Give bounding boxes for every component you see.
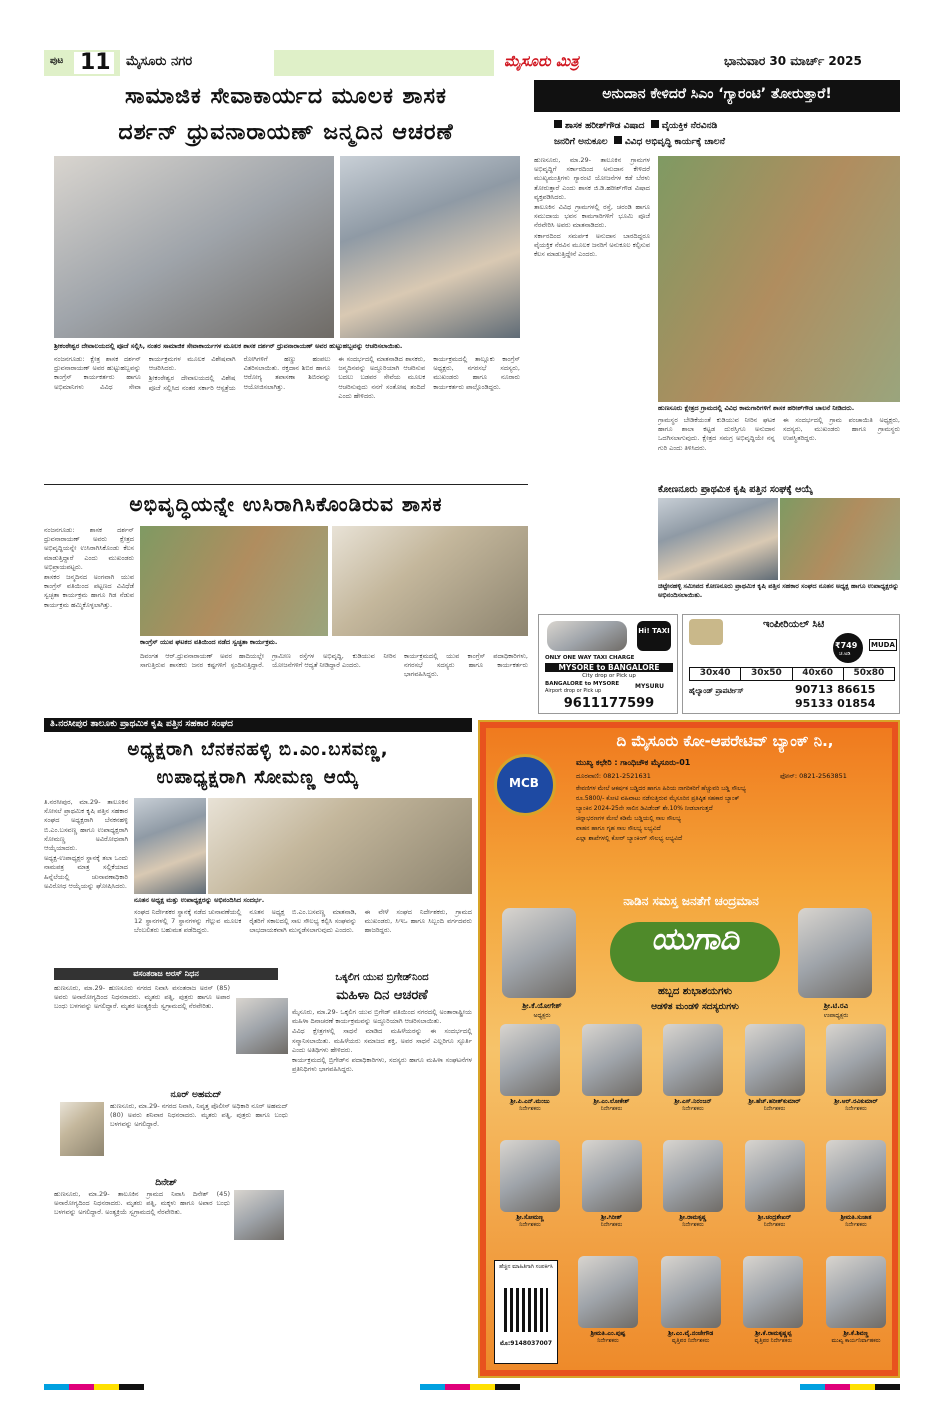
- board-member: [574, 1140, 650, 1250]
- bank-name: ದಿ ಮೈಸೂರು ಕೋ-ಆಪರೇಟಿವ್ ಬ್ಯಾಂಕ್ ನಿ.,: [616, 732, 834, 750]
- story6-body: [292, 1008, 472, 1348]
- bullet-text: ಶಾಸಕ ಹರೀಶ್‌ಗೌಡ ವಿಷಾದ: [565, 121, 645, 131]
- member-photo: [745, 1024, 805, 1096]
- registration-strip-left: [44, 1384, 144, 1390]
- president-name: ಶ್ರೀ.ಕೆ.ಯೋಗೇಶ್: [522, 1002, 562, 1010]
- masthead-logo: ಮೈಸೂರು ಮಿತ್ರ: [504, 52, 579, 70]
- board-member: [574, 1024, 650, 1134]
- bank-phone: ದೂರವಾಣಿ: 0821-2521631: [576, 772, 651, 780]
- story5-headline-1: ಅಧ್ಯಕ್ಷರಾಗಿ ಬೆನಕನಹಳ್ಳಿ ಬಿ.ಎಂ.ಬಸವಣ್ಣ,: [127, 739, 389, 760]
- story1-body: [54, 355, 520, 480]
- obit-photo-1: [236, 998, 288, 1054]
- member-name: ಶ್ರೀ.ಹೆಚ್.ಹರೀಶ್‌ಕುಮಾರ್: [748, 1098, 801, 1105]
- story1-para: ಈ ಸಂದರ್ಭದಲ್ಲಿ ಮಾತನಾಡಿದ ಶಾಸಕರು, ಜನ್ಮದಿನವನ್ನು ಅದ್ದೂರಿಯಾಗಿ ಆಚರಿಸುವ ಬದಲು ಬಡವರ ಸೇವೆಯ ಮೂಲಕ ಆಚರಿಸುವುದು ನನಗೆ ಸಂತೋಷ ತಂದಿದೆ ಎಂದು ಹೇಳಿದರು.: [338, 355, 426, 400]
- story2-para: ತಾಲೂಕಿನ ವಿವಿಧ ಗ್ರಾಮಗಳಲ್ಲಿ ರಸ್ತೆ, ಚರಂಡಿ ಹಾಗೂ ಸಮುದಾಯ ಭವನ ಕಾಮಗಾರಿಗಳಿಗೆ ಭೂಮಿ ಪೂಜೆ ನೆರವೇರಿಸಿ ಅವರು ಮಾತನಾಡಿದರು.: [534, 203, 650, 230]
- bank-info-line: ಬ್ಯಾಂಕಿನ 2024-25ನೇ ಸಾಲಿನ ಡಿವಿಡೆಂಡ್ ಶೇ.10% ನೀಡಲಾಗುತ್ತದೆ: [576, 805, 713, 812]
- registration-strip-right: [800, 1384, 900, 1390]
- story3-headline: ಅಭಿವೃದ್ಧಿಯನ್ನೇ ಉಸಿರಾಗಿಸಿಕೊಂಡಿರುವ ಶಾಸಕ: [129, 492, 443, 516]
- taxi-tag: ONLY ONE WAY TAXI CHARGE: [545, 655, 635, 661]
- story2-para: ಈ ಸಂದರ್ಭದಲ್ಲಿ ಗ್ರಾಮ ಪಂಚಾಯಿತಿ ಅಧ್ಯಕ್ಷರು, ಸದಸ್ಯರು, ಮುಖಂಡರು ಹಾಗೂ ಗ್ರಾಮಸ್ಥರು ಉಪಸ್ಥಿತರಿದ್ದರು.: [783, 416, 900, 443]
- story4-caption: ಚಿಟ್ಟೇನಹಳ್ಳಿ ಸಮೀಪದ ಕೋಣನೂರು ಪ್ರಾಥಮಿಕ ಕೃಷಿ ಪತ್ತಿನ ಸಹಕಾರ ಸಂಘದ ನೂತನ ಅಧ್ಯಕ್ಷ ಹಾಗೂ ಉಪಾಧ್ಯಕ್ಷರನ್ನು ಅಭಿನಂದಿಸಲಾಯಿತು.: [658, 582, 899, 599]
- story-birthday: [44, 80, 528, 480]
- vice-president-photo: [798, 908, 872, 998]
- member-photo: [582, 1140, 642, 1212]
- story-konanur: [658, 484, 900, 610]
- bullet-text: ವೈಯಕ್ತಿಕ ನೆರವಿನಡಿ: [661, 121, 718, 131]
- imperial-phone-1: 90713 86615: [795, 683, 876, 696]
- page-label: ಪುಟ: [50, 56, 64, 66]
- board-row: [492, 1140, 894, 1250]
- member-photo: [743, 1256, 803, 1328]
- bullet-icon: [614, 136, 622, 144]
- bank-info-line: ಎಲ್ಲಾ ಶಾಖೆಗಳಲ್ಲಿ ಕೋರ್ ಬ್ಯಾಂಕಿಂಗ್ ಸೌಲಭ್ಯ ಲಭ್ಯವಿದೆ: [576, 835, 683, 842]
- bank-info: [576, 784, 890, 884]
- story5-para: ತಿ.ನರಸೀಪುರ, ಮಾ.29- ತಾಲೂಕಿನ ಸೋಸಲೆ ಪ್ರಾಥಮಿಕ ಕೃಷಿ ಪತ್ತಿನ ಸಹಕಾರ ಸಂಘದ ಅಧ್ಯಕ್ಷರಾಗಿ ಬೆನಕನಹಳ್ಳಿ ಬಿ.ಎಂ.ಬಸವಣ್ಣ ಹಾಗೂ ಉಪಾಧ್ಯಕ್ಷರಾಗಿ ಸೋಮಣ್ಣ ಅವಿರೋಧವಾಗಿ ಆಯ್ಕೆಯಾದರು.: [44, 798, 128, 853]
- story5-photo-1: [134, 798, 206, 894]
- board-member: [653, 1256, 729, 1366]
- member-photo: [661, 1256, 721, 1328]
- taxi-badge: Hi! TAXI: [637, 621, 671, 651]
- story3-caption: ಕಾಂಗ್ರೆಸ್ ಯುವ ಘಟಕದ ವತಿಯಿಂದ ನಡೆದ ಸ್ವಚ್ಛತಾ ಕಾರ್ಯಕ್ರಮ.: [140, 638, 278, 646]
- member-role: ಮುಖ್ಯ ಕಾರ್ಯನಿರ್ವಾಹಕರು: [831, 1338, 881, 1344]
- bank-info-line: ವಾಹನ ಹಾಗೂ ಗೃಹ ಸಾಲ ಸೌಲಭ್ಯ ಲಭ್ಯವಿದೆ: [576, 825, 661, 832]
- bank-phone-2: ಫೋನ್: 0821-2563851: [780, 772, 847, 780]
- member-photo: [663, 1024, 723, 1096]
- story3-para: ಶಾಸಕರ ಜನ್ಮದಿನದ ಅಂಗವಾಗಿ ಯುವ ಕಾಂಗ್ರೆಸ್ ವತಿಯಿಂದ ಪಟ್ಟಣದ ವಿವಿಧೆಡೆ ಸ್ವಚ್ಛತಾ ಕಾರ್ಯಕ್ರಮ ಹಾಗೂ ಗಿಡ ನೆಡುವ ಕಾರ್ಯಕ್ರಮ ಹಮ್ಮಿಕೊಳ್ಳಲಾಗಿತ್ತು.: [44, 573, 134, 609]
- member-role: ನಿರ್ದೇಶಕರು: [763, 1106, 786, 1112]
- story5-caption: ನೂತನ ಅಧ್ಯಕ್ಷ ಮತ್ತು ಉಪಾಧ್ಯಕ್ಷರನ್ನು ಅಭಿನಂದಿಸಿದ ಸಂದರ್ಭ.: [134, 896, 265, 904]
- obit-text-1: ಹುಣಸೂರು, ಮಾ.29- ಹುಣಸೂರು ನಗರದ ನಿವಾಸಿ ವಸಂತರಾಜ ಅರಸ್ (85) ಅವರು ಅನಾರೋಗ್ಯದಿಂದ ನಿಧನರಾದರು. ಮೃತರು ಪತ್ನಿ, ಪುತ್ರರು ಹಾಗೂ ಅಪಾರ ಬಂಧು ಬಳಗವನ್ನು ಅಗಲಿದ್ದಾರೆ. ಮೃತರ ಅಂತ್ಯಕ್ರಿಯೆ ಸ್ವಗ್ರಾಮದಲ್ಲಿ ನೆರವೇರಿತು.: [54, 984, 230, 1011]
- greeting: ನಾಡಿನ ಸಮಸ್ತ ಜನತೆಗೆ ಚಂದ್ರಮಾನ: [623, 894, 759, 908]
- story2-bullets: [554, 118, 894, 150]
- taxi-phone: 9611177599: [563, 696, 655, 711]
- bank-info-line: ಚಿನ್ನಾಭರಣಗಳ ಮೇಲೆ ಕಡಿಮೆ ಬಡ್ಡಿಯಲ್ಲಿ ಸಾಲ ಸೌಲಭ್ಯ: [576, 815, 681, 822]
- story4-headline: ಕೋಣನೂರು ಪ್ರಾಥಮಿಕ ಕೃಷಿ ಪತ್ತಿನ ಸಂಘಕ್ಕೆ ಆಯ್ಕೆ: [658, 484, 813, 495]
- story1-para: ಶ್ರೀಕಂಠೇಶ್ವರ ದೇವಾಲಯದಲ್ಲಿ ವಿಶೇಷ ಪೂಜೆ ಸಲ್ಲಿಸಿದ ನಂತರ ಸರ್ಕಾರಿ ಆಸ್ಪತ್ರೆಯ ರೋಗಿಗಳಿಗೆ ಹಣ್ಣು ಹಂಪಲು ವಿತರಿಸಲಾಯಿತು. ರಕ್ತದಾನ ಶಿಬಿರ ಹಾಗೂ ಆರೋಗ್ಯ ತಪಾಸಣಾ ಶಿಬಿರವನ್ನು ಆಯೋಜಿಸಲಾಗಿತ್ತು.: [148, 355, 331, 392]
- board-member: [737, 1140, 813, 1250]
- bank-logo-text: MCB: [509, 776, 539, 790]
- bank-ad: [478, 720, 900, 1378]
- story5-para: ಅಧ್ಯಕ್ಷ-ಉಪಾಧ್ಯಕ್ಷರ ಸ್ಥಾನಕ್ಕೆ ತಲಾ ಒಂದು ನಾಮಪತ್ರ ಮಾತ್ರ ಸಲ್ಲಿಕೆಯಾದ ಹಿನ್ನೆಲೆಯಲ್ಲಿ ಚುನಾವಣಾಧಿಕಾರಿ ಅವಿರೋಧ ಆಯ್ಕೆಯನ್ನು ಘೋಷಿಸಿದರು.: [44, 854, 128, 890]
- member-role: ನಿರ್ದೇಶಕರು: [519, 1106, 541, 1112]
- plot-size: 40x60: [793, 668, 844, 680]
- story2-para: ಗ್ರಾಮಸ್ಥರ ಬೇಡಿಕೆಯಂತೆ ಕುಡಿಯುವ ನೀರಿನ ಘಟಕ ಹಾಗೂ ಶಾಲಾ ಕಟ್ಟಡ ದುರಸ್ತಿಗೂ ಅನುದಾನ ಒದಗಿಸಲಾಗುವುದು. ಕ್ಷೇತ್ರದ ಸಮಗ್ರ ಅಭಿವೃದ್ಧಿಯೇ ನನ್ನ ಗುರಿ ಎಂದು ತಿಳಿಸಿದರು.: [658, 416, 775, 452]
- story6-para: ವಿವಿಧ ಕ್ಷೇತ್ರಗಳಲ್ಲಿ ಸಾಧನೆ ಮಾಡಿದ ಮಹಿಳೆಯರನ್ನು ಈ ಸಂದರ್ಭದಲ್ಲಿ ಸನ್ಮಾನಿಸಲಾಯಿತು. ಮಹಿಳೆಯರು ಸಮಾಜದ ಶಕ್ತಿ, ಅವರ ಸಾಧನೆ ಎಲ್ಲರಿಗೂ ಸ್ಫೂರ್ತಿ ಎಂದು ಅತಿಥಿಗಳು ಹೇಳಿದರು.: [292, 1027, 472, 1054]
- member-photo: [582, 1024, 642, 1096]
- story3-body-left: [44, 526, 134, 708]
- qr-phone: ಮೊ:9148037007: [499, 1340, 553, 1347]
- board-member: [735, 1256, 811, 1366]
- story6-headline: ಮಹಿಳಾ ದಿನ ಆಚರಣೆ: [336, 988, 428, 1003]
- imperial-brand: ಹೈಲ್ಯಾಂಡ್ ಪ್ರಾಪರ್ಟೀಸ್: [689, 687, 744, 695]
- member-role: ನಿರ್ದೇಶಕರು: [682, 1106, 704, 1112]
- taxi-route-2: BANGALORE to MYSORE: [545, 681, 620, 687]
- story5-body-left: [44, 798, 128, 966]
- festival-wishes: ಹಬ್ಬದ ಶುಭಾಶಯಗಳು: [657, 986, 732, 997]
- page-header: [44, 50, 900, 76]
- taxi-ad: [538, 614, 678, 714]
- bullet-icon: [651, 120, 659, 128]
- bank-info-line: ಠೇವಣಿಗಳ ಮೇಲೆ ಆಕರ್ಷಕ ಬಡ್ಡಿದರ ಹಾಗೂ ಹಿರಿಯ ನಾಗರಿಕರಿಗೆ ಹೆಚ್ಚುವರಿ ಬಡ್ಡಿ ಸೌಲಭ್ಯ: [576, 785, 746, 792]
- member-role: ನಿರ್ದೇಶಕರು: [845, 1106, 867, 1112]
- story2-para: ಹುಣಸೂರು, ಮಾ.29- ತಾಲೂಕಿನ ಗ್ರಾಮಗಳ ಅಭಿವೃದ್ಧಿಗೆ ಸರ್ಕಾರದಿಂದ ಅನುದಾನ ಕೇಳಿದರೆ ಮುಖ್ಯಮಂತ್ರಿಗಳು ಗ್ಯಾರಂಟಿ ಯೋಜನೆಗಳ ಕಡೆ ಬೆರಳು ತೋರುತ್ತಾರೆ ಎಂದು ಶಾಸಕ ಜಿ.ಡಿ.ಹರೀಶ್‌ಗೌಡ ವಿಷಾದ ವ್ಯಕ್ತಪಡಿಸಿದರು.: [534, 156, 650, 201]
- member-role: ನಿರ್ದೇಶಕರು: [763, 1222, 786, 1228]
- obit-header: ವಸಂತರಾಜ ಅರಸ್ ನಿಧನ: [133, 969, 199, 978]
- story5-headline-2: ಉಪಾಧ್ಯಕ್ಷರಾಗಿ ಸೋಮಣ್ಣ ಆಯ್ಕೆ: [156, 767, 360, 788]
- story2-para: ಸರ್ಕಾರದಿಂದ ಸಮರ್ಪಕ ಅನುದಾನ ಬಾರದಿದ್ದರೂ ವೈಯಕ್ತಿಕ ನೆರವಿನ ಮೂಲಕ ಜನರಿಗೆ ಅನುಕೂಲ ಕಲ್ಪಿಸುವ ಕೆಲಸ ಮಾಡುತ್ತಿದ್ದೇನೆ ಎಂದರು.: [534, 231, 650, 259]
- story-grant: [534, 80, 900, 500]
- president-photo: [502, 908, 576, 998]
- story2-photo: [658, 156, 900, 402]
- qr-code: [504, 1288, 548, 1332]
- member-name: ಶ್ರೀ.ಎಂ.ಲೋಕೇಶ್: [593, 1098, 630, 1105]
- story5-para: ಸಂಘದ ನಿರ್ದೇಶಕರ ಸ್ಥಾನಕ್ಕೆ ನಡೆದ ಚುನಾವಣೆಯಲ್ಲಿ 12 ಸ್ಥಾನಗಳಲ್ಲಿ 7 ಸ್ಥಾನಗಳನ್ನು ಗೆಲ್ಲುವ ಮೂಲಕ ಬೆಂಬಲಿತರು ಬಹುಮತ ಪಡೆದಿದ್ದರು.: [134, 908, 242, 935]
- imperial-title: ಇಂಪೀರಿಯಲ್ ಸಿಟಿ: [763, 619, 825, 630]
- member-role: ನಿರ್ದೇಶಕರು: [597, 1338, 619, 1344]
- taxi-city: MYSURU: [635, 683, 665, 690]
- real-estate-ad: [682, 614, 900, 714]
- obit-name-3: ದಿನೇಶ್: [155, 1178, 177, 1188]
- member-name: ಶ್ರೀ.ಆರ್.ರವಿಕುಮಾರ್: [834, 1098, 878, 1105]
- member-photo: [826, 1256, 886, 1328]
- member-photo: [500, 1024, 560, 1096]
- bullet-row: [554, 134, 894, 150]
- festival-title: ಯುಗಾದಿ: [610, 922, 780, 982]
- story3-para: ನಂಜನಗೂಡು: ಶಾಸಕ ದರ್ಶನ್ ಧ್ರುವನಾರಾಯಣ್ ಅವರು ಕ್ಷೇತ್ರದ ಅಭಿವೃದ್ಧಿಯನ್ನೇ ಉಸಿರಾಗಿಸಿಕೊಂಡು ಕೆಲಸ ಮಾಡುತ್ತಿದ್ದಾರೆ ಎಂದು ಮುಖಂಡರು ಅಭಿಪ್ರಾಯಪಟ್ಟರು.: [44, 526, 134, 571]
- member-name: ಶ್ರೀ.ಚಂದ್ರಶೇಖರ್: [757, 1214, 792, 1221]
- taxi-sub-2: Airport drop or Pick up: [545, 688, 602, 694]
- member-photo: [663, 1140, 723, 1212]
- divider: [44, 484, 528, 485]
- story5-photo-2: [208, 798, 472, 894]
- bank-address: ಮುಖ್ಯ ಕಛೇರಿ : ಗಾಂಧಿಚೌಕ ಮೈಸೂರು-01: [576, 758, 691, 767]
- member-name: ಶ್ರೀ.ಸೋಮಣ್ಣ: [516, 1214, 544, 1221]
- plot-size: 50x80: [853, 668, 885, 678]
- obit-name-2: ನೂರ್ ಅಹಮದ್: [170, 1090, 222, 1100]
- board-member: [492, 1024, 568, 1134]
- plot-size: 30x50: [741, 668, 792, 680]
- story1-photo-temple: [54, 156, 334, 338]
- board-member: [818, 1256, 894, 1366]
- story1-caption: ಶ್ರೀಕಂಠೇಶ್ವರ ದೇವಾಲಯದಲ್ಲಿ ಪೂಜೆ ಸಲ್ಲಿಸಿ, ನಂತರ ಸಾಮಾಜಿಕ ಸೇವಾಕಾರ್ಯಗಳ ಮೂಲಕ ಶಾಸಕ ದರ್ಶನ್ ಧ್ರುವನಾರಾಯಣ್ ಅವರ ಹುಟ್ಟುಹಬ್ಬವನ್ನು ಆಚರಿಸಲಾಯಿತು.: [54, 342, 403, 350]
- member-name: ಶ್ರೀ.ಕೆ.ಶಿವಣ್ಣ: [843, 1330, 869, 1337]
- member-role: ನಿರ್ದೇಶಕರು: [519, 1222, 541, 1228]
- member-photo: [745, 1140, 805, 1212]
- plot-size: 30x40: [690, 668, 741, 680]
- price-unit: ಚ.ಅಡಿ: [839, 651, 851, 657]
- board-member: [818, 1140, 894, 1250]
- story1-headline-1: ಸಾಮಾಜಿಕ ಸೇವಾಕಾರ್ಯದ ಮೂಲಕ ಶಾಸಕ: [125, 84, 447, 109]
- board-member: [737, 1024, 813, 1134]
- member-photo: [500, 1140, 560, 1212]
- board-member: [818, 1024, 894, 1134]
- story1-para: ಕಾರ್ಯಕ್ರಮದಲ್ಲಿ ತಾಲ್ಲೂಕು ಕಾಂಗ್ರೆಸ್ ಅಧ್ಯಕ್ಷರು, ನಗರಸಭೆ ಸದಸ್ಯರು, ಮುಖಂಡರು ಹಾಗೂ ನೂರಾರು ಕಾರ್ಯಕರ್ತರು ಪಾಲ್ಗೊಂಡಿದ್ದರು.: [433, 355, 520, 391]
- president-role: ಅಧ್ಯಕ್ಷರು: [533, 1012, 551, 1019]
- board-member: [570, 1256, 646, 1366]
- qr-note: ಹೆಚ್ಚಿನ ಮಾಹಿತಿಗಾಗಿ ಸಂಪರ್ಕಿಸಿ: [499, 1264, 553, 1270]
- story3-body-right: [140, 652, 528, 708]
- bullet-row: [554, 118, 894, 134]
- story3-para: ಕಾರ್ಯಕ್ರಮದಲ್ಲಿ ಯುವ ಕಾಂಗ್ರೆಸ್ ಪದಾಧಿಕಾರಿಗಳು, ನಗರಸಭೆ ಸದಸ್ಯರು ಹಾಗೂ ಕಾರ್ಯಕರ್ತರು ಭಾಗವಹಿಸಿದ್ದರು.: [404, 652, 528, 679]
- price: ₹749: [835, 641, 858, 650]
- member-name: ಶ್ರೀಮತಿ.ಎಂ.ಪುಷ್ಪ: [590, 1330, 626, 1337]
- member-role: ನಿರ್ದೇಶಕರು: [600, 1106, 623, 1112]
- obit-text-2: ಹುಣಸೂರು, ಮಾ.29- ನಗರದ ನಿವಾಸಿ, ನಿವೃತ್ತ ಪೊಲೀಸ್ ಅಧಿಕಾರಿ ನೂರ್ ಅಹಮದ್ (80) ಅವರು ಶನಿವಾರ ನಿಧನರಾದರು. ಮೃತರು ಪತ್ನಿ, ಪುತ್ರರು ಹಾಗೂ ಬಂಧು ಬಳಗವನ್ನು ಅಗಲಿದ್ದಾರೆ.: [110, 1102, 288, 1129]
- bullet-icon: [554, 120, 562, 128]
- plot-sizes: [689, 667, 895, 681]
- bullet-text: ವಿವಿಧ ಅಭಿವೃದ್ಧಿ ಕಾರ್ಯಕ್ಕೆ ಚಾಲನೆ: [624, 137, 725, 147]
- registration-strip-center: [420, 1384, 520, 1390]
- story3-para: ದಿವಂಗತ ಆರ್.ಧ್ರುವನಾರಾಯಣ್ ಅವರ ಹಾದಿಯಲ್ಲೇ ಸಾಗುತ್ತಿರುವ ಶಾಸಕರು ಜನರ ಕಷ್ಟಗಳಿಗೆ ಸ್ಪಂದಿಸುತ್ತಿದ್ದಾರೆ. ಗ್ರಾಮೀಣ ರಸ್ತೆಗಳ ಅಭಿವೃದ್ಧಿ, ಕುಡಿಯುವ ನೀರಿನ ಯೋಜನೆಗಳಿಗೆ ಆದ್ಯತೆ ನೀಡಿದ್ದಾರೆ ಎಂದರು.: [140, 652, 396, 670]
- vice-president-role: ಉಪಾಧ್ಯಕ್ಷರು: [823, 1012, 849, 1019]
- car-image: [547, 621, 627, 651]
- story5-para: ನೂತನ ಅಧ್ಯಕ್ಷ ಬಿ.ಎಂ.ಬಸವಣ್ಣ ಮಾತನಾಡಿ, ರೈತರಿಗೆ ಸಕಾಲದಲ್ಲಿ ಸಾಲ ಸೌಲಭ್ಯ ಕಲ್ಪಿಸಿ ಸಂಘವನ್ನು ಲಾಭದಾಯಕವಾಗಿ ಮುನ್ನಡೆಸಲಾಗುವುದು ಎಂದರು.: [249, 908, 357, 935]
- muda-tag: MUDA: [871, 641, 895, 649]
- story3-photo-1: [140, 526, 328, 636]
- story6-kicker: ಒಕ್ಕಲಿಗ ಯುವ ಬ್ರಿಗೇಡ್‌ನಿಂದ: [335, 972, 429, 983]
- member-role: ನಿರ್ದೇಶಕರು: [600, 1222, 623, 1228]
- member-photo: [826, 1140, 886, 1212]
- member-photo: [826, 1024, 886, 1096]
- member-name: ಶ್ರೀ.ಗಿರೀಶ್: [601, 1214, 622, 1221]
- board-row: [570, 1256, 894, 1366]
- taxi-sub: City drop or Pick up: [582, 673, 636, 679]
- board-member: [655, 1024, 731, 1134]
- member-name: ಶ್ರೀ.ಕೆ.ರಾಮಕೃಷ್ಣಪ್ಪ: [755, 1330, 792, 1337]
- board-member: [655, 1140, 731, 1250]
- story-development: [44, 488, 528, 708]
- vice-president-name: ಶ್ರೀ.ಟಿ.ರವಿ: [823, 1002, 849, 1010]
- taxi-route: MYSORE to BANGALORE: [545, 663, 673, 672]
- member-name: ಶ್ರೀ.ಎಂ.ವೈ.ನಂಜೇಗೌಡ: [668, 1330, 714, 1337]
- story5-kicker: ತಿ.ನರಸೀಪುರ ತಾಲೂಕು ಪ್ರಾಥಮಿಕ ಕೃಷಿ ಪತ್ತಿನ ಸಹಕಾರ ಸಂಘದ: [50, 719, 233, 729]
- member-name: ಶ್ರೀಮತಿ.ಸುಜಾತ: [840, 1214, 872, 1221]
- story-womens-day: [292, 968, 472, 1378]
- bullet-text: ಜನರಿಗೆ ಅನುಕೂಲ: [554, 137, 608, 147]
- story3-photo-2: [332, 526, 528, 636]
- member-role: ವೃತ್ತಿಪರ ನಿರ್ದೇಶಕರು: [754, 1338, 793, 1344]
- bank-info-line: ರೂ.5800/- ಕೋಟಿ ವಹಿವಾಟು ನಡೆಸುತ್ತಿರುವ ಮೈಸೂರಿನ ಪ್ರತಿಷ್ಠಿತ ಸಹಕಾರ ಬ್ಯಾಂಕ್: [576, 795, 740, 802]
- member-role: ನಿರ್ದೇಶಕರು: [845, 1222, 867, 1228]
- obit-text-3: ಹುಣಸೂರು, ಮಾ.29- ತಾಲೂಕಿನ ಗ್ರಾಮದ ನಿವಾಸಿ ದಿನೇಶ್ (45) ಅನಾರೋಗ್ಯದಿಂದ ನಿಧನರಾದರು. ಮೃತರು ಪತ್ನಿ, ಮಕ್ಕಳು ಹಾಗೂ ಅಪಾರ ಬಂಧು ಬಳಗವನ್ನು ಅಗಲಿದ್ದಾರೆ. ಅಂತ್ಯಕ್ರಿಯೆ ಸ್ವಗ್ರಾಮದಲ್ಲಿ ನೆರವೇರಿತು.: [54, 1190, 230, 1217]
- story2-body-top: [534, 156, 650, 420]
- member-role: ನಿರ್ದೇಶಕರು: [682, 1222, 704, 1228]
- story4-photo-2: [780, 498, 900, 580]
- section-title: ಮೈಸೂರು ನಗರ: [126, 54, 193, 69]
- board-row: [492, 1024, 894, 1134]
- member-role: ವೃತ್ತಿಪರ ನಿರ್ದೇಶಕರು: [671, 1338, 710, 1344]
- member-name: ಶ್ರೀ.ಪಿ.ಎನ್.ಮಂಜು: [510, 1098, 550, 1105]
- imperial-logo-icon: [689, 619, 723, 645]
- obituary-column: [44, 968, 288, 1378]
- section-bar: [274, 50, 494, 76]
- story2-caption: ಹುಣಸೂರು ಕ್ಷೇತ್ರದ ಗ್ರಾಮದಲ್ಲಿ ವಿವಿಧ ಕಾಮಗಾರಿಗಳಿಗೆ ಶಾಸಕ ಹರೀಶ್‌ಗೌಡ ಚಾಲನೆ ನೀಡಿದರು.: [658, 404, 855, 412]
- member-name: ಶ್ರೀ.ಎಸ್.ನಿರಂಜನ್: [674, 1098, 712, 1105]
- imperial-phone-2: 95133 01854: [795, 697, 876, 710]
- member-photo: [578, 1256, 638, 1328]
- story2-headline: ಅನುದಾನ ಕೇಳಿದರೆ ಸಿಎಂ ‘ಗ್ಯಾರಂಟಿ’ ತೋರುತ್ತಾರೆ!: [602, 86, 832, 102]
- page-number: 11: [80, 50, 111, 75]
- obit-photo-2: [60, 1102, 104, 1156]
- story6-para: ಮೈಸೂರು, ಮಾ.29- ಒಕ್ಕಲಿಗ ಯುವ ಬ್ರಿಗೇಡ್ ವತಿಯಿಂದ ನಗರದಲ್ಲಿ ಅಂತಾರಾಷ್ಟ್ರೀಯ ಮಹಿಳಾ ದಿನಾಚರಣೆ ಕಾರ್ಯಕ್ರಮವನ್ನು ಅದ್ದೂರಿಯಾಗಿ ಆಚರಿಸಲಾಯಿತು.: [292, 1008, 472, 1026]
- story1-photo-hospital: [340, 156, 520, 338]
- board-title: ಆಡಳಿತ ಮಂಡಳಿ ಸದಸ್ಯರುಗಳು: [651, 1002, 739, 1012]
- date: ಭಾನುವಾರ 30 ಮಾರ್ಚ್ 2025: [724, 54, 862, 68]
- story4-photo-1: [658, 498, 778, 580]
- story-society-election: [44, 734, 472, 966]
- board-member: [492, 1140, 568, 1250]
- story1-para: ನಂಜನಗೂಡು: ಕ್ಷೇತ್ರ ಶಾಸಕ ದರ್ಶನ್ ಧ್ರುವನಾರಾಯಣ್ ಅವರ ಹುಟ್ಟುಹಬ್ಬವನ್ನು ಕಾಂಗ್ರೆಸ್ ಕಾರ್ಯಕರ್ತರು ಹಾಗೂ ಅಭಿಮಾನಿಗಳು ವಿವಿಧ ಸೇವಾ ಕಾರ್ಯಕ್ರಮಗಳ ಮೂಲಕ ವಿಶೇಷವಾಗಿ ಆಚರಿಸಿದರು.: [54, 355, 236, 391]
- story6-para: ಕಾರ್ಯಕ್ರಮದಲ್ಲಿ ಬ್ರಿಗೇಡ್‌ನ ಪದಾಧಿಕಾರಿಗಳು, ಸದಸ್ಯರು ಹಾಗೂ ಮಹಿಳಾ ಸಂಘಟನೆಗಳ ಪ್ರತಿನಿಧಿಗಳು ಭಾಗವಹಿಸಿದ್ದರು.: [292, 1056, 472, 1074]
- story5-body-right: [134, 908, 472, 966]
- story1-headline-2: ದರ್ಶನ್ ಧ್ರುವನಾರಾಯಣ್ ಜನ್ಮದಿನ ಆಚರಣೆ: [118, 120, 454, 145]
- member-name: ಶ್ರೀ.ರಾಮಕೃಷ್ಣ: [679, 1214, 707, 1221]
- story5-para: ಈ ವೇಳೆ ಸಂಘದ ನಿರ್ದೇಶಕರು, ಗ್ರಾಮದ ಮುಖಂಡರು, ಸಿಇಒ ಹಾಗೂ ಸಿಬ್ಬಂದಿ ವರ್ಗದವರು ಹಾಜರಿದ್ದರು.: [364, 908, 472, 935]
- obit-photo-3: [234, 1190, 284, 1240]
